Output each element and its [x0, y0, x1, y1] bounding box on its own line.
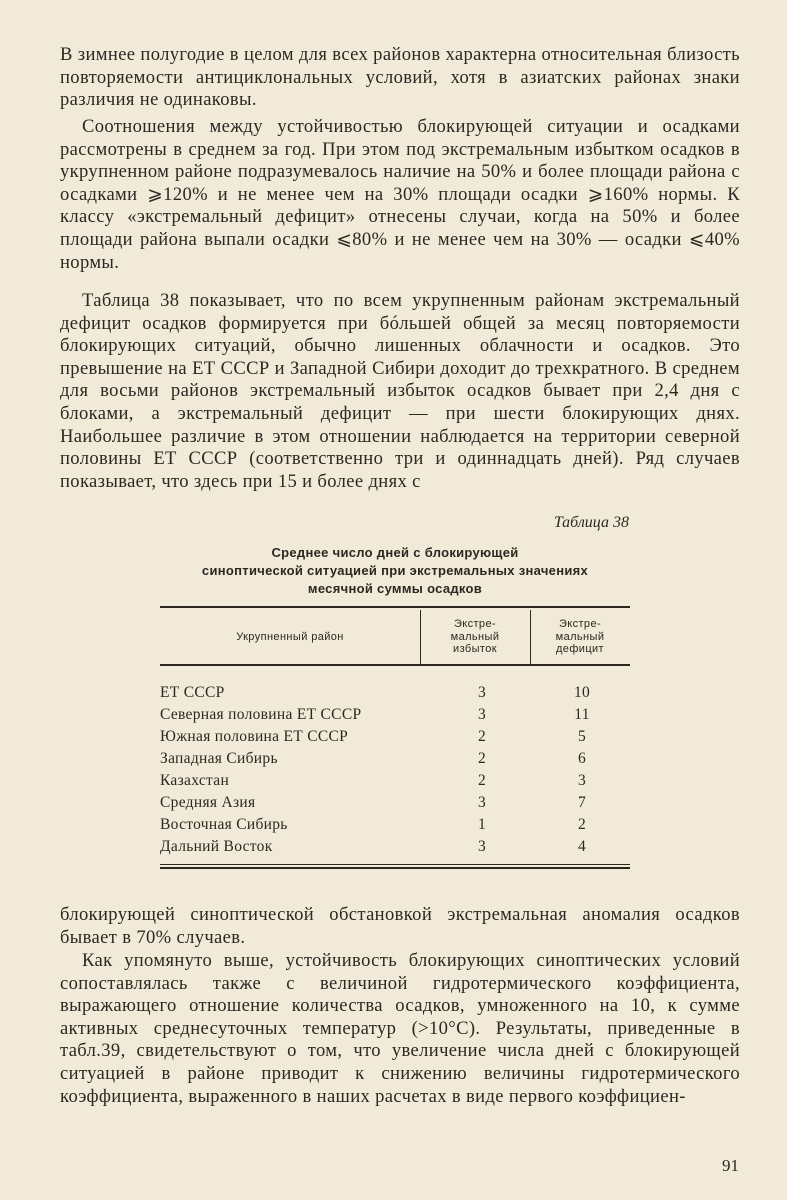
cell-deficit: 3	[577, 772, 587, 789]
table-row	[160, 836, 630, 858]
paragraph-relations: Соотношения между устойчивостью блокирующей ситуации и осадками рассмотрены в среднем за год. При этом под экстремальным избытком осадков в укрупненном районе подразумевалось наличие на 50% и более площади района с осадками ⩾120% и не менее чем на 30% площади осадки ⩾160% нормы. К классу «экстремальный дефицит» отнесены случаи, когда на 50% и более площади района выпали осадки ⩽80% и не менее чем на 30% — осадки ⩽40% нормы.	[60, 116, 740, 273]
cell-region: Восточная Сибирь	[160, 816, 288, 833]
paragraph-hydrothermal: Как упомянуто выше, устойчивость блокирующих синоптических условий сопоставлялась также с величиной гидротермического коэффициента, выражающего отношение количества осадков, умноженного на 10, к сумме активных среднесуточных температур (>10°С). Результаты, приведенные в табл.39, свидетельствуют о том, что увеличение числа дней с блокирующей ситуацией в районе приводит к снижению величины гидротермического коэффициента, выраженного в наших расчетах в виде первого коэффициен-	[60, 950, 740, 1107]
table-row	[160, 792, 630, 814]
table-row	[160, 770, 630, 792]
table-title-line: синоптической ситуацией при экстремальных значениях	[201, 563, 589, 578]
cell-deficit: 7	[577, 794, 587, 811]
cell-region: Северная половина ЕТ СССР	[160, 706, 362, 723]
table-row	[160, 748, 630, 770]
cell-region: Южная половина ЕТ СССР	[160, 728, 349, 745]
table-row	[160, 682, 630, 704]
cell-excess: 3	[477, 838, 487, 855]
cell-region: Дальний Восток	[160, 838, 273, 855]
header-excess-line: мальный	[450, 630, 500, 643]
cell-excess: 3	[477, 684, 487, 701]
cell-deficit: 5	[577, 728, 587, 745]
paragraph-table-38: Таблица 38 показывает, что по всем укрупненным районам экстремальный дефицит осадков формируется при бóльшей общей за месяц повторяемости блокирующих ситуаций, обычно лишенных облачности и осадков. Это превышение на ЕТ СССР и Западной Сибири доходит до трехкратного. В среднем для восьми районов экстремальный избыток осадков бывает при 2,4 дня с блоками, а экстремальный дефицит — при шести блокирующих днях. Наибольшее различие в этом отношении наблюдается на территории северной половины ЕТ СССР (соответственно три и одиннадцать дней). Ряд случаев показывает, что здесь при 15 и более днях с	[60, 290, 740, 492]
cell-region: Западная Сибирь	[160, 750, 278, 767]
header-region: Укрупненный район	[236, 631, 344, 643]
cell-deficit: 6	[577, 750, 587, 767]
cell-excess: 2	[477, 750, 487, 767]
cell-excess: 2	[477, 772, 487, 789]
table-title-line: месячной суммы осадков	[307, 581, 483, 596]
table-row	[160, 814, 630, 836]
cell-excess: 3	[477, 794, 487, 811]
header-excess-line: избыток	[453, 643, 497, 655]
cell-excess: 2	[477, 728, 487, 745]
cell-region: Средняя Азия	[160, 794, 256, 811]
cell-excess: 3	[477, 706, 487, 723]
header-deficit-line: мальный	[555, 630, 605, 643]
table-bottom-rule	[160, 864, 630, 865]
cell-excess: 1	[477, 816, 487, 833]
table-top-rule	[160, 606, 630, 608]
cell-deficit: 4	[577, 838, 587, 855]
table-title	[160, 544, 630, 598]
header-deficit-line: дефицит	[555, 643, 604, 655]
cell-region: ЕТ СССР	[160, 684, 225, 701]
header-excess	[420, 618, 530, 656]
cell-deficit: 11	[574, 706, 590, 723]
page-number: 91	[722, 1156, 739, 1175]
paragraph-continuation: блокирующей синоптической обстановкой экстремальная аномалия осадков бывает в 70% случаев.	[60, 904, 740, 948]
table-bottom-rule-double	[160, 867, 630, 869]
table-title-line: Среднее число дней с блокирующей	[271, 545, 519, 560]
cell-deficit: 2	[577, 816, 587, 833]
header-deficit-line: Экстре-	[558, 618, 602, 630]
table-header-rule	[160, 664, 630, 666]
cell-region: Казахстан	[160, 772, 230, 789]
table-number: Таблица 38	[553, 514, 629, 531]
table-row	[160, 704, 630, 726]
header-excess-line: Экстре-	[453, 618, 497, 630]
table-row	[160, 726, 630, 748]
header-deficit	[530, 618, 630, 656]
paragraph-winter: В зимнее полугодие в целом для всех районов характерна относительная близость повторяемости антициклональных условий, хотя в азиатских районах знаки различия не одинаковы.	[60, 44, 740, 111]
cell-deficit: 10	[573, 684, 591, 701]
